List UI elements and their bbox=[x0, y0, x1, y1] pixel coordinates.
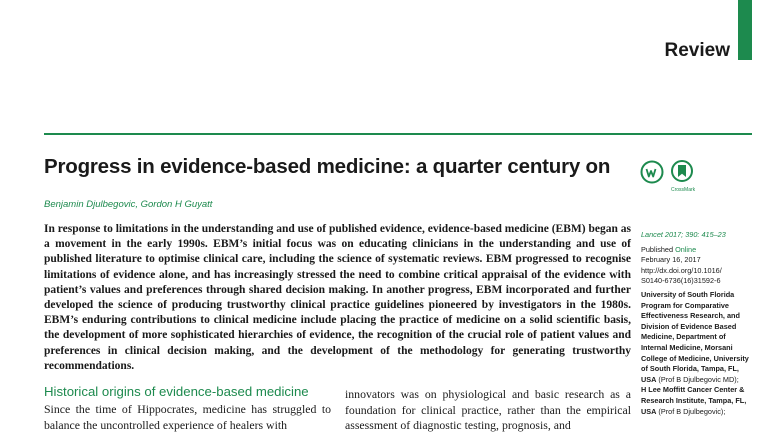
section-label: Review bbox=[664, 40, 730, 61]
affiliation-line: University of South Florida bbox=[641, 289, 735, 299]
affiliation-country: USA bbox=[641, 406, 657, 416]
author-note: (Prof B Djulbegovic); bbox=[656, 406, 726, 416]
body-column-1: Since the time of Hippocrates, medicine has struggled to balance the uncontrolled experience of healers with bbox=[44, 402, 331, 432]
section-heading: Historical origins of evidence-based medicine bbox=[44, 384, 309, 399]
affiliation-country: USA bbox=[641, 374, 657, 384]
affiliation-author-line bbox=[641, 407, 773, 418]
affiliation-line: of South Florida, Tampa, FL, bbox=[641, 364, 739, 374]
oa-w-icon bbox=[640, 160, 664, 184]
crossmark-logo[interactable] bbox=[671, 160, 696, 193]
published-online: Online bbox=[675, 244, 697, 254]
affiliation-line: College of Medicine, University bbox=[641, 353, 749, 363]
green-corner-bar bbox=[738, 0, 752, 60]
author-list: Benjamin Djulbegovic, Gordon H Guyatt bbox=[44, 199, 213, 210]
header-rule bbox=[44, 133, 752, 135]
published-line bbox=[641, 245, 773, 256]
abstract: In response to limitations in the understanding and use of published evidence, evidence-based medicine (EBM) began as a movement in the early 1990s. EBM’s initial focus was on educating clinicians in the understanding and use of published literature to optimise clinical care, including the science of systematic reviews. EBM progressed to recognise limitations of evidence alone, and has increasingly stressed the need to combine critical appraisal of the evidence with patient’s values and preferences through shared decision making. In another progress, EBM incorporated and further developed the science of producing trustworthy clinical practice guidelines pioneered by investigators in the 1980s. EBM’s enduring contributions to clinical medicine include placing the practice of medicine on a solid scientific basis, the development of more sophisticated hierarchies of evidence, the recognition of the crucial role of patient values and preferences in clinical decision making, and the development of the methodology for generating trustworthy recommendations. bbox=[44, 223, 631, 372]
affiliation-line: Medicine, Department of bbox=[641, 332, 726, 342]
crossmark-label: CrossMark bbox=[671, 187, 696, 193]
affiliation-line: H Lee Moffitt Cancer Center & bbox=[641, 385, 745, 395]
affiliation-line: Effectiveness Research, and bbox=[641, 311, 740, 321]
article-info-sidebar bbox=[641, 230, 773, 417]
affiliation-line: Internal Medicine, Morsani bbox=[641, 342, 733, 352]
published-prefix: Published bbox=[641, 244, 676, 254]
publish-date: February 16, 2017 bbox=[641, 255, 701, 265]
doi-link-line1[interactable]: http://dx.doi.org/10.1016/ bbox=[641, 265, 722, 275]
oa-logo[interactable] bbox=[640, 160, 664, 189]
crossmark-icon bbox=[671, 160, 693, 184]
citation: Lancet 2017; 390: 415–23 bbox=[641, 230, 726, 239]
article-title: Progress in evidence-based medicine: a quarter century on bbox=[44, 155, 611, 178]
affiliation-author-line bbox=[641, 375, 773, 386]
doi-link-line2[interactable]: S0140-6736(16)31592-6 bbox=[641, 276, 721, 286]
affiliation-line: Research Institute, Tampa, FL, bbox=[641, 395, 747, 405]
affiliation-line: Program for Comparative bbox=[641, 300, 729, 310]
author-note: (Prof B Djulbegovic MD); bbox=[656, 374, 739, 384]
affiliation-line: Division of Evidence Based bbox=[641, 321, 737, 331]
body-column-2: innovators was on physiological and basic research as a foundation for clinical practice, rather than the empirical assessment of diagnostic testing, prognosis, and bbox=[345, 387, 631, 432]
